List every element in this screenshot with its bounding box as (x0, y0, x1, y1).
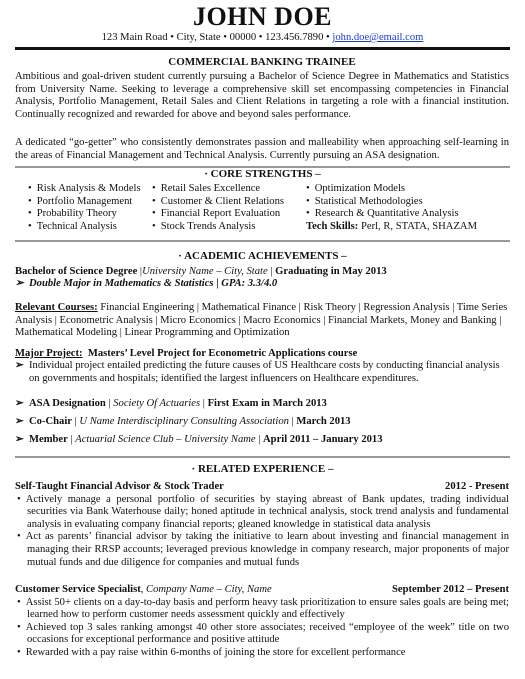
strength-item: • Optimization Models (306, 183, 477, 196)
strength-item: • Financial Report Evaluation (152, 208, 284, 221)
achievement-item: ➢ Co-Chair | U Name Interdisciplinary Consulting Association | March 2013 (15, 416, 351, 427)
double-major: Double Major in Mathematics & Statistics (29, 278, 214, 289)
strength-item: • Retail Sales Excellence (152, 183, 284, 196)
job-bullet: • Act as parents’ financial advisor by taking the initiative to learn about investing and financial management in managing their RRSP accounts; leveraged previous knowledge in company research, major proponents of major mutual funds and due diligence for companies and mutual funds (15, 531, 509, 569)
job-bullet: • Actively manage a personal portfolio of securities by staying abreast of Bank updates, trading individual securities via Bank Waterhouse daily; honed aptitude in technical analysis, stock trend analysis and fundamental analysis in evaluating company financial reports; gleaned knowledge in statistical data analysis (15, 494, 509, 532)
project-description (15, 360, 509, 385)
job-title: Self-Taught Financial Advisor & Stock Trader (15, 481, 224, 492)
strength-item: • Customer & Client Relations (152, 196, 284, 209)
strength-item: • Research & Quantitative Analysis (306, 208, 477, 221)
strengths-column-2 (152, 183, 284, 233)
section-rule (15, 240, 510, 242)
contact-line: 123 Main Road • City, State • 00000 • 123.456.7890 • john.doe@email.com (101, 32, 424, 43)
achievement-org: Actuarial Science Club – University Name (75, 434, 256, 445)
strength-item: • Statistical Methodologies (306, 196, 477, 209)
degree-school: University Name – City, State (142, 266, 268, 277)
degree-line: Bachelor of Science Degree |University Name – City, State | Graduating in May 2013 (15, 266, 387, 277)
arrow-icon: ➢ (15, 434, 24, 445)
strength-item: • Probability Theory (28, 208, 141, 221)
objective-paragraph: Ambitious and goal-driven student currently pursuing a Bachelor of Science Degree in Mathematics and Statistics from University Name. Seeking to leverage a comprehensive skill set encompassing competencies in Financial Analysis, Portfolio Management, Retail Sales and Client Relations in targeting a role with a financial institution. Continually recognized and rewarded for above and beyond sales performance. (15, 71, 509, 120)
summary-paragraph: A dedicated “go-getter” who consistently demonstrates passion and malleability when approaching self-learning in the areas of Financial Management and Technical Analysis. Currently pursuing an ASA designation. (15, 137, 509, 161)
achievement-org: Society Of Actuaries (113, 398, 201, 409)
objective-title: COMMERCIAL BANKING TRAINEE (168, 56, 356, 68)
strength-item: • Stock Trends Analysis (152, 221, 284, 234)
project-label: Major Project: (15, 348, 83, 359)
courses-list: Financial Engineering | Mathematical Finance | Risk Theory | Regression Analysis | Time Series Analysis | Econometric Analysis | Micro Economics | Macro Economics | Financial Markets, Money and Banking | Mathematical Modeling | Linear Programming and Optimization (15, 302, 508, 339)
city-state: City, State (176, 32, 221, 43)
job-1 (15, 481, 509, 569)
arrow-icon: ➢ (15, 398, 24, 409)
achievement-org: U Name Interdisciplinary Consulting Association (79, 416, 289, 427)
achievement-date: April 2011 – January 2013 (263, 434, 383, 445)
job-2 (15, 584, 509, 660)
section-rule (15, 456, 510, 458)
arrow-icon: ➢ (15, 360, 24, 371)
arrow-icon: ➢ (15, 416, 24, 427)
degree-name: Bachelor of Science Degree (15, 266, 138, 277)
job-bullets (15, 597, 509, 660)
achievement-date: March 2013 (296, 416, 351, 427)
candidate-name: JOHN DOE (192, 2, 333, 31)
major-project-line (15, 348, 509, 361)
achievement-item: ➢ Member | Actuarial Science Club – University Name | April 2011 – January 2013 (15, 434, 383, 445)
address: 123 Main Road (101, 32, 168, 43)
major-line: ➢ Double Major in Mathematics & Statistics | GPA: 3.3/4.0 (15, 278, 278, 289)
arrow-icon: ➢ (15, 278, 24, 289)
courses-label: Relevant Courses: (15, 302, 98, 313)
job-bullet: • Rewarded with a pay raise within 6-months of joining the store for excellent performance (15, 647, 509, 660)
job-header (15, 481, 509, 494)
graduation-date: Graduating in May 2013 (275, 266, 387, 277)
job-date: September 2012 – Present (391, 584, 509, 595)
project-title: Masters’ Level Project for Econometric Applications course (87, 348, 358, 359)
achievement-label: ASA Designation (29, 398, 106, 409)
achievement-item: ➢ ASA Designation | Society Of Actuaries | First Exam in March 2013 (15, 398, 327, 409)
phone: 123.456.7890 (265, 32, 324, 43)
job-bullet: • Assist 50+ clients on a day-to-day basis and perform heavy task prioritization to ensure sales goals are being met; learned how to perform customer needs assessment quickly and effectively (15, 597, 509, 622)
strengths-column-3 (306, 183, 477, 233)
achievement-label: Member (29, 434, 68, 445)
email-link[interactable]: john.doe@email.com (332, 32, 424, 43)
achievement-date: First Exam in March 2013 (207, 398, 327, 409)
core-strengths-title: · CORE STRENGTHS – (204, 168, 321, 180)
header-rule (15, 47, 510, 50)
academic-title: · ACADEMIC ACHIEVEMENTS – (178, 250, 347, 262)
job-bullets (15, 494, 509, 570)
experience-title: · RELATED EXPERIENCE – (191, 463, 334, 475)
tech-skills-value: Perl, R, STATA, SHAZAM (360, 220, 477, 232)
job-company: Company Name – City, Name (146, 584, 272, 595)
strength-item: • Risk Analysis & Models (28, 183, 141, 196)
relevant-courses (15, 302, 509, 340)
achievement-label: Co-Chair (29, 416, 72, 427)
strength-item: • Technical Analysis (28, 221, 141, 234)
strength-item: • Portfolio Management (28, 196, 141, 209)
job-bullet: • Achieved top 3 sales ranking amongst 40 other store associates; received “employee of the week” title on two occasions for exceptional performance and positive attitude (15, 622, 509, 647)
tech-skills (306, 221, 477, 234)
zip-code: 00000 (229, 32, 257, 43)
tech-skills-label: Tech Skills: (306, 220, 359, 232)
gpa: GPA: 3.3/4.0 (221, 278, 278, 289)
project-text: Individual project entailed predicting the future causes of US Healthcare costs by conducting financial analysis on governments and hospitals; identified the largest influencers on Healthcare expenditures. (29, 360, 500, 384)
job-header: Customer Service Specialist, Company Name – City, Name September 2012 – Present (15, 584, 509, 595)
job-title: Customer Service Specialist (15, 584, 141, 595)
strengths-column-1 (28, 183, 141, 233)
job-date: 2012 - Present (445, 481, 509, 492)
